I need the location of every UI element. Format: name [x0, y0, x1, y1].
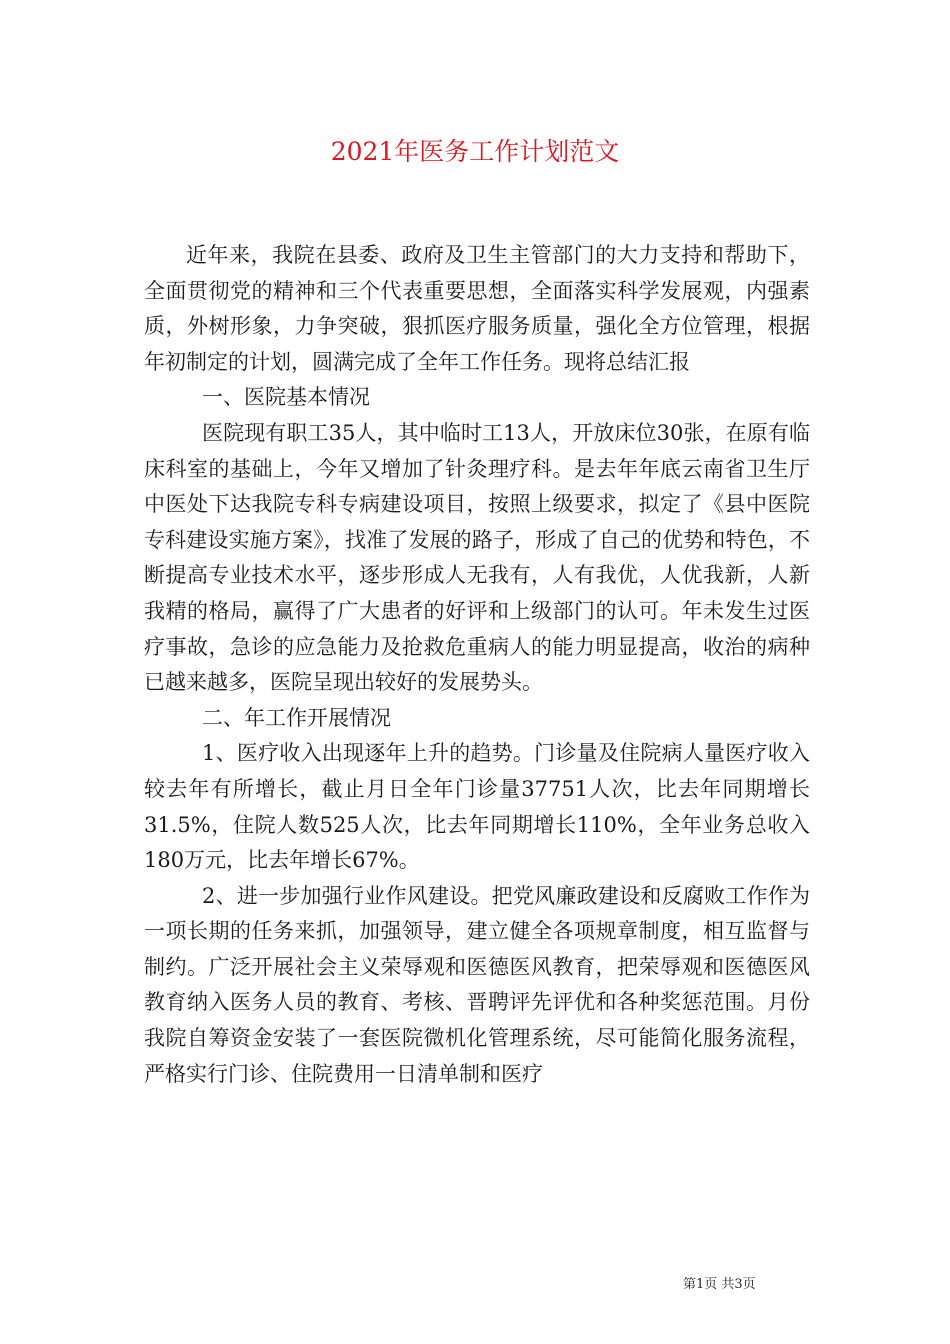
paragraph-basic-info: 医院现有职工35人，其中临时工13人，开放床位30张，在原有临床科室的基础上，今年又增加了针灸理疗科。是去年年底云南省卫生厅中医处下达我院专科专病建设项目，按照上级要求，拟定了《县中医院专科建设实施方案》，找准了发展的路子，形成了自己的优势和特色，不断提高专业技术水平，逐步形成人无我有，人有我优，人优我新，人新我精的格局，赢得了广大患者的好评和上级部门的认可。年未发生过医疗事故，急诊的应急能力及抢救危重病人的能力明显提高，收治的病种已越来越多，医院呈现出较好的发展势头。	[144, 420, 810, 695]
section-heading-basic-info: 一、医院基本情况	[202, 385, 370, 410]
paragraph-medical-income: 1、医疗收入出现逐年上升的趋势。门诊量及住院病人量医疗收入较去年有所增长，截止月日全年门诊量37751人次，比去年同期增长31.5%，住院人数525人次，比去年同期增长110%，全年业务总收入180万元，比去年增长67%。	[144, 741, 810, 873]
document-body	[144, 238, 810, 1092]
document-title: 2021年医务工作计划范文	[330, 137, 620, 166]
page-indicator: 第1页 共3页	[683, 1277, 756, 1292]
paragraph-intro: 近年来，我院在县委、政府及卫生主管部门的大力支持和帮助下，全面贯彻党的精神和三个代表重要思想，全面落实科学发展观，内强素质，外树形象，力争突破，狠抓医疗服务质量，强化全方位管理，根据年初制定的计划，圆满完成了全年工作任务。现将总结汇报	[144, 243, 810, 374]
paragraph-work-style: 2、进一步加强行业作风建设。把党风廉政建设和反腐败工作作为一项长期的任务来抓，加强领导，建立健全各项规章制度，相互监督与制约。广泛开展社会主义荣辱观和医德医风教育，把荣辱观和医德医风教育纳入医务人员的教育、考核、晋聘评先评优和各种奖惩范围。月份我院自筹资金安装了一套医院微机化管理系统，尽可能简化服务流程，严格实行门诊、住院费用一日清单制和医疗	[144, 883, 810, 1086]
section-heading-work-progress: 二、年工作开展情况	[202, 705, 391, 730]
